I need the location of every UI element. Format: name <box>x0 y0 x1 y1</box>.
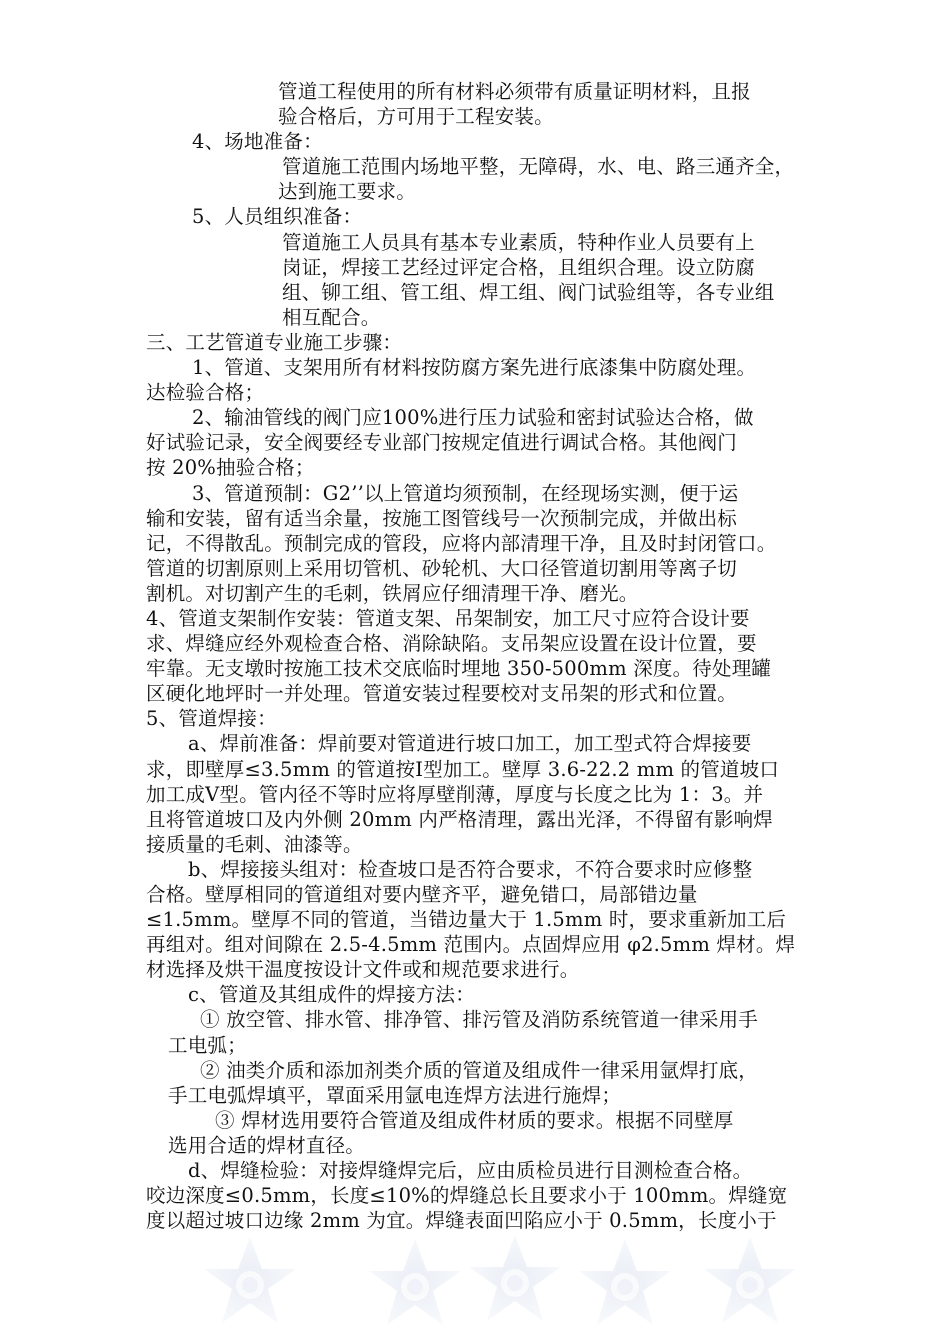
text-line: 3、管道预制：G2’’以上管道均须预制，在经现场实测，便于运 <box>192 482 739 505</box>
text-line: 达检验合格； <box>146 381 265 404</box>
text-line: d、焊缝检验：对接焊缝焊完后，应由质检员进行目测检查合格。 <box>188 1159 753 1182</box>
text-line: 选用合适的焊材直径。 <box>168 1134 366 1157</box>
watermark-rosette-icon <box>204 1237 296 1323</box>
watermark-rosette-icon <box>579 1239 671 1325</box>
text-line: a、焊前准备：焊前要对管道进行坡口加工，加工型式符合焊接要 <box>188 732 752 755</box>
watermark-rosette-icon <box>469 1235 561 1321</box>
text-line: b、焊接接头组对：检查坡口是否符合要求，不符合要求时应修整 <box>188 858 753 881</box>
text-line: 相互配合。 <box>282 306 381 329</box>
text-line: 组、铆工组、管工组、焊工组、阀门试验组等，各专业组 <box>282 281 775 304</box>
text-line: 管道工程使用的所有材料必须带有质量证明材料，且报 <box>278 80 751 103</box>
text-line: 工电弧； <box>168 1034 247 1057</box>
section-heading: 5、人员组织准备： <box>192 205 363 228</box>
text-line: 达到施工要求。 <box>278 180 416 203</box>
text-line: 求、焊缝应经外观检查合格、消除缺陷。支吊架应设置在设计位置，要 <box>146 632 757 655</box>
text-line: 再组对。组对间隙在 2.5-4.5mm 范围内。点固焊应用 φ2.5mm 焊材。焊 <box>146 933 796 956</box>
text-line: 验合格后，方可用于工程安装。 <box>278 105 554 128</box>
text-line: 好试验记录，安全阀要经专业部门按规定值进行调试合格。其他阀门 <box>146 431 738 454</box>
text-line: 岗证，焊接工艺经过评定合格，且组织合理。设立防腐 <box>282 256 755 279</box>
section-heading: 三、工艺管道专业施工步骤： <box>146 331 403 354</box>
text-line: ≤1.5mm。壁厚不同的管道，当错边量大于 1.5mm 时，要求重新加工后 <box>146 908 787 931</box>
text-line: 咬边深度≤0.5mm，长度≤10%的焊缝总长且要求小于 100mm。焊缝宽 <box>146 1184 788 1207</box>
text-line: 接质量的毛刺、油漆等。 <box>146 833 363 856</box>
text-line: 加工成Ⅴ型。管内径不等时应将厚壁削薄，厚度与长度之比为 1：3。并 <box>146 783 764 806</box>
text-line: 管道的切割原则上采用切管机、砂轮机、大口径管道切割用等离子切 <box>146 557 738 580</box>
text-line: ① 放空管、排水管、排净管、排污管及消防系统管道一律采用手 <box>200 1008 758 1031</box>
text-line: 管道施工人员具有基本专业素质，特种作业人员要有上 <box>282 231 755 254</box>
text-line: 1、管道、支架用所有材料按防腐方案先进行底漆集中防腐处理。 <box>192 356 757 379</box>
text-line: c、管道及其组成件的焊接方法： <box>188 983 475 1006</box>
text-line: 求，即壁厚≤3.5mm 的管道按Ⅰ型加工。壁厚 3.6-22.2 mm 的管道坡口 <box>146 758 780 781</box>
watermark-decoration <box>170 1225 820 1340</box>
text-line: 手工电弧焊填平，罩面采用氩电连焊方法进行施焊； <box>168 1084 622 1107</box>
text-line: 区硬化地坪时一并处理。管道安装过程要校对支吊架的形式和位置。 <box>146 682 738 705</box>
text-line: 2、输油管线的阀门应100%进行压力试验和密封试验达合格，做 <box>192 406 754 429</box>
text-line: ② 油类介质和添加剂类介质的管道及组成件一律采用氩焊打底， <box>200 1059 758 1082</box>
text-line: 割机。对切割产生的毛刺，铁屑应仔细清理干净、磨光。 <box>146 582 639 605</box>
text-line: 输和安装，留有适当余量，按施工图管线号一次预制完成，并做出标 <box>146 507 738 530</box>
text-line: 牢靠。无支墩时按施工技术交底临时埋地 350-500mm 深度。待处理罐 <box>146 657 772 680</box>
text-line: ③ 焊材选用要符合管道及组成件材质的要求。根据不同壁厚 <box>215 1109 734 1132</box>
text-line: 度以超过坡口边缘 2mm 为宜。焊缝表面凹陷应小于 0.5mm，长度小于 <box>146 1209 777 1232</box>
section-heading: 4、场地准备： <box>192 130 323 153</box>
text-line: 且将管道坡口及内外侧 20mm 内严格清理，露出光泽，不得留有影响焊 <box>146 808 773 831</box>
text-line: 4、管道支架制作安装：管道支架、吊架制安，加工尺寸应符合设计要 <box>146 607 750 630</box>
text-line: 管道施工范围内场地平整，无障碍，水、电、路三通齐全， <box>282 155 795 178</box>
text-line: 合格。壁厚相同的管道组对要内壁齐平，避免错口，局部错边量 <box>146 883 698 906</box>
watermark-rosette-icon <box>704 1237 796 1323</box>
section-heading: 5、管道焊接： <box>146 707 277 730</box>
watermark-rosette-icon <box>369 1239 461 1325</box>
text-line: 记，不得散乱。预制完成的管段，应将内部清理干净，且及时封闭管口。 <box>146 532 777 555</box>
text-line: 按 20%抽验合格； <box>146 456 315 479</box>
text-line: 材选择及烘干温度按设计文件或和规范要求进行。 <box>146 958 580 981</box>
